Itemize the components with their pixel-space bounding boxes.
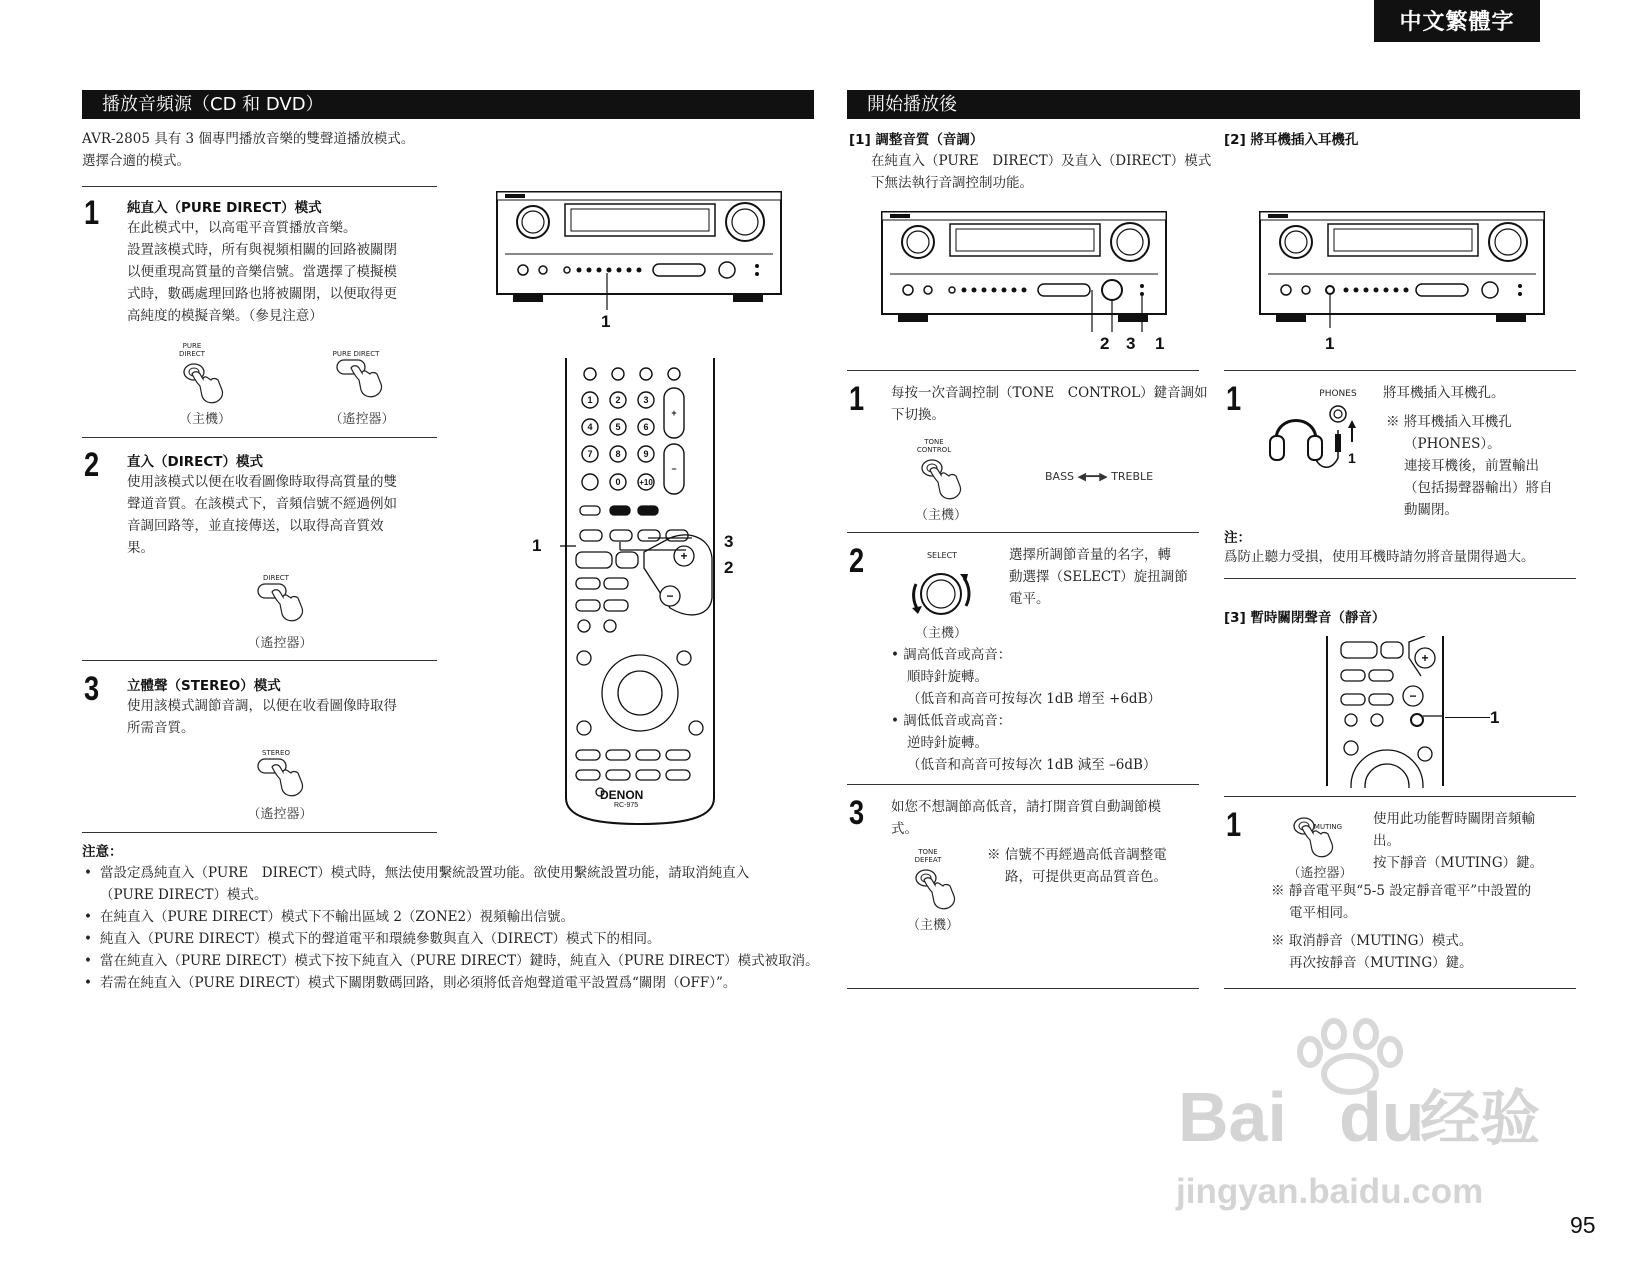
receiver-callout: 2 (1100, 334, 1110, 353)
caption-main: （主機） (906, 918, 959, 933)
tone-bullet: • 調低低音或高音： (891, 713, 1012, 729)
direct-button-icon (256, 578, 308, 626)
sec2-heading: [2] 將耳機插入耳機孔 (1224, 132, 1359, 148)
caption-main: （主機） (178, 412, 231, 427)
svg-text:0: 0 (615, 477, 621, 487)
phones-note: （包括揚聲器輸出）將自 (1404, 480, 1553, 496)
sec2-note-title: 注： (1224, 530, 1251, 546)
remote-brand: DENON (600, 788, 644, 802)
step-number: 2 (849, 542, 865, 580)
note-item: • 純直入（PURE DIRECT）模式下的聲道電平和環繞參數與直入（DIRECT）模式下的相同。 (82, 928, 822, 950)
receiver-callout: 3 (1126, 334, 1136, 353)
left-section-title: 播放音頻源（CD 和 DVD） (82, 90, 814, 119)
remote-partial-illustration (1325, 636, 1445, 788)
step2-title: 直入（DIRECT）模式 (127, 454, 263, 470)
divider (847, 532, 1199, 533)
select-knob-label: SELECT (926, 551, 958, 560)
phones-label: PHONES (1319, 389, 1357, 399)
sec2-note-text: 爲防止聽力受損，使用耳機時請勿將音量開得過大。 (1224, 549, 1535, 565)
phones-note: 連接耳機後，前置輸出 (1404, 458, 1539, 474)
svg-text:6: 6 (643, 422, 649, 432)
svg-text:8: 8 (615, 449, 621, 459)
muting-note: 再次按靜音（MUTING）鍵。 (1289, 955, 1473, 971)
svg-text:+: + (1421, 651, 1429, 665)
tone-defeat-note: ※ 信號不再經過高低音調整電 (987, 847, 1167, 863)
left-intro-line2: 選擇合適的模式。 (82, 153, 190, 169)
step3-line: 使用該模式調節音調，以便在收看圖像時取得 (127, 698, 397, 714)
remote-callout: 1 (532, 536, 542, 555)
sec3-heading: [3] 暫時關閉聲音（靜音） (1224, 610, 1386, 626)
svg-text:2: 2 (615, 395, 621, 405)
tone-step1-line2: 下切換。 (891, 407, 945, 423)
tone-step1-line1: 每按一次音調控制（TONE CONTROL）鍵音調如 (891, 385, 1208, 401)
language-tab: 中文繁體字 (1374, 0, 1540, 42)
remote-callout: 2 (724, 558, 734, 577)
svg-text:4: 4 (587, 422, 593, 432)
note-item: • 在純直入（PURE DIRECT）模式下不輸出區域 2（ZONE2）視頻輸出信號。 (82, 906, 822, 928)
phones-note: ※ 將耳機插入耳機孔 (1386, 414, 1512, 430)
divider (1224, 796, 1576, 797)
tone-defeat-label: TONE DEFEAT (914, 848, 942, 864)
notes-title: 注意： (82, 844, 123, 860)
tone-step2-line: 動選擇（SELECT）旋扭調節 (1009, 569, 1188, 585)
headphones-icon (1268, 400, 1368, 480)
divider (1224, 370, 1576, 371)
step1-line: 高純度的模擬音樂。（參見注意） (127, 308, 323, 324)
divider (847, 784, 1199, 785)
watermark-brand: Bai du (1178, 1078, 1425, 1156)
step2-line: 使用該模式以便在收看圖像時取得高質量的雙 (127, 474, 397, 490)
caption-remote: （遙控器） (1287, 866, 1353, 881)
tone-defeat-button-icon (912, 864, 962, 912)
caption-remote: （遙控器） (247, 807, 313, 822)
step2-line: 聲道音質。在該模式下，音頻信號不經過例如 (127, 496, 397, 512)
pure-direct-main-button-icon (180, 358, 230, 406)
svg-text:−: − (666, 589, 674, 603)
sec1-intro-line1: 在純直入（PURE DIRECT）及直入（DIRECT）模式 (871, 153, 1212, 169)
step-number: 1 (1226, 380, 1242, 418)
pure-direct-remote-button-icon (335, 354, 387, 402)
note-item: • 當設定爲純直入（PURE DIRECT）模式時，無法使用繫統設置功能。欲使用繫統設置功能，請取消純直入 （PURE DIRECT）模式。 (82, 862, 822, 906)
muting-step-line: 使用此功能暫時關閉音頻輸 (1373, 811, 1535, 827)
tone-bullet-sub: 逆時針旋轉。 (907, 735, 988, 751)
note-item: • 若需在純直入（PURE DIRECT）模式下關閉數碼回路，則必須將低音炮聲道電平設置爲“關閉（OFF）”。 (82, 972, 822, 994)
divider (82, 832, 437, 833)
pure-direct-remote-label: PURE DIRECT (332, 350, 380, 358)
phones-note: 動關閉。 (1404, 502, 1458, 518)
tone-bullet-sub: （低音和高音可按每次 1dB 增至 +6dB） (907, 691, 1161, 707)
tone-control-label: TONE CONTROL (916, 438, 952, 454)
muting-note: ※ 取消靜音（MUTING）模式。 (1271, 933, 1473, 949)
tone-step2-line: 電平。 (1009, 591, 1050, 607)
divider (847, 988, 1199, 989)
muting-label: MUTING (1313, 823, 1343, 831)
step1-line: 式時，數碼處理回路也將被關閉，以便取得更 (127, 286, 397, 302)
phones-note: （PHONES）。 (1404, 436, 1501, 452)
remote-control-illustration (560, 358, 720, 828)
svg-text:+: + (680, 549, 688, 563)
step3-title: 立體聲（STEREO）模式 (127, 678, 281, 694)
muting-callout: 1 (1490, 708, 1500, 727)
svg-text:+10: +10 (639, 478, 653, 487)
tone-bullet: • 調高低音或高音： (891, 647, 1012, 663)
remote-callout: 3 (724, 532, 734, 551)
svg-text:−: − (671, 464, 677, 474)
muting-note: 電平相同。 (1289, 905, 1357, 921)
svg-text:9: 9 (643, 449, 649, 459)
step1-line: 以便重現高質量的音樂信號。當選擇了模擬模 (127, 264, 397, 280)
sec1-intro-line2: 下無法執行音調控制功能。 (871, 175, 1033, 191)
receiver-callout: 1 (601, 312, 611, 331)
page-number: 95 (1570, 1212, 1596, 1238)
step1-line: 在此模式中，以高電平音質播放音樂。 (127, 220, 357, 236)
tone-step3-line2: 式。 (891, 821, 918, 837)
receiver-callout: 1 (1155, 334, 1165, 353)
plug-callout: 1 (1348, 450, 1356, 466)
step-number: 1 (1226, 806, 1242, 844)
svg-text:7: 7 (587, 449, 593, 459)
tone-step2-line: 選擇所調節音量的名字，轉 (1009, 547, 1171, 563)
svg-text:−: − (1409, 689, 1417, 703)
step1-line: 設置該模式時，所有與視頻相關的回路被關閉 (127, 242, 397, 258)
notes-list (82, 862, 822, 994)
divider (847, 370, 1199, 371)
step3-line: 所需音質。 (127, 720, 195, 736)
tone-defeat-note: 路，可提供更高品質音色。 (1005, 869, 1167, 885)
svg-text:+: + (671, 408, 677, 418)
step2-line: 果。 (127, 540, 154, 556)
right-section-title: 開始播放後 (847, 90, 1580, 119)
step2-line: 音調回路等，並直接傳送，以取得高音質效 (127, 518, 384, 534)
caption-remote: （遙控器） (329, 412, 395, 427)
step-number: 3 (849, 794, 865, 832)
receiver-callout: 1 (1325, 334, 1335, 353)
receiver-illustration (1258, 210, 1548, 340)
left-intro-line1: AVR-2805 具有 3 個專門播放音樂的雙聲道播放模式。 (82, 131, 415, 147)
muting-button-icon (1290, 812, 1342, 860)
step-number: 1 (84, 194, 100, 232)
step-number: 2 (84, 446, 100, 484)
step-number: 1 (849, 380, 865, 418)
divider (1224, 988, 1576, 989)
stereo-label: STEREO (262, 749, 290, 757)
receiver-illustration (495, 190, 785, 325)
callout-line (1445, 717, 1490, 718)
divider (82, 660, 437, 661)
svg-text:1: 1 (587, 395, 593, 405)
muting-step-line: 按下靜音（MUTING）鍵。 (1373, 855, 1544, 871)
muting-note: ※ 靜音電平與“5-5 設定靜音電平”中設置的 (1271, 883, 1532, 899)
divider (1224, 578, 1576, 579)
muting-step-line: 出。 (1373, 833, 1400, 849)
bass-treble-cycle: BASS ◀━━▶ TREBLE (1045, 470, 1154, 483)
tone-bullet-sub: 順時針旋轉。 (907, 669, 988, 685)
divider (82, 186, 437, 187)
caption-main: （主機） (914, 508, 967, 523)
svg-text:5: 5 (615, 422, 621, 432)
stereo-button-icon (256, 753, 308, 801)
divider (82, 437, 437, 438)
caption-main: （主機） (914, 626, 967, 641)
phones-step-line: 將耳機插入耳機孔。 (1383, 385, 1505, 401)
watermark-url: jingyan.baidu.com (1176, 1172, 1484, 1211)
remote-model: RC-975 (614, 802, 639, 809)
svg-text:3: 3 (643, 395, 649, 405)
select-knob-icon (906, 564, 976, 624)
tone-bullet-sub: （低音和高音可按每次 1dB 減至 –6dB） (907, 757, 1157, 773)
sec1-heading: [1] 調整音質（音調） (849, 132, 984, 148)
direct-label: DIRECT (263, 574, 289, 582)
watermark-cn: 经验 (1420, 1085, 1540, 1152)
note-item: • 當在純直入（PURE DIRECT）模式下按下純直入（PURE DIRECT）鍵時，純直入（PURE DIRECT）模式被取消。 (82, 950, 822, 972)
pure-direct-main-label: PURE DIRECT (179, 342, 205, 358)
tone-step3-line1: 如您不想調節高低音，請打開音質自動調節模 (891, 799, 1161, 815)
step1-title: 純直入（PURE DIRECT）模式 (127, 200, 322, 216)
tone-control-button-icon (918, 454, 968, 502)
caption-remote: （遙控器） (247, 636, 313, 651)
step-number: 3 (84, 670, 100, 708)
